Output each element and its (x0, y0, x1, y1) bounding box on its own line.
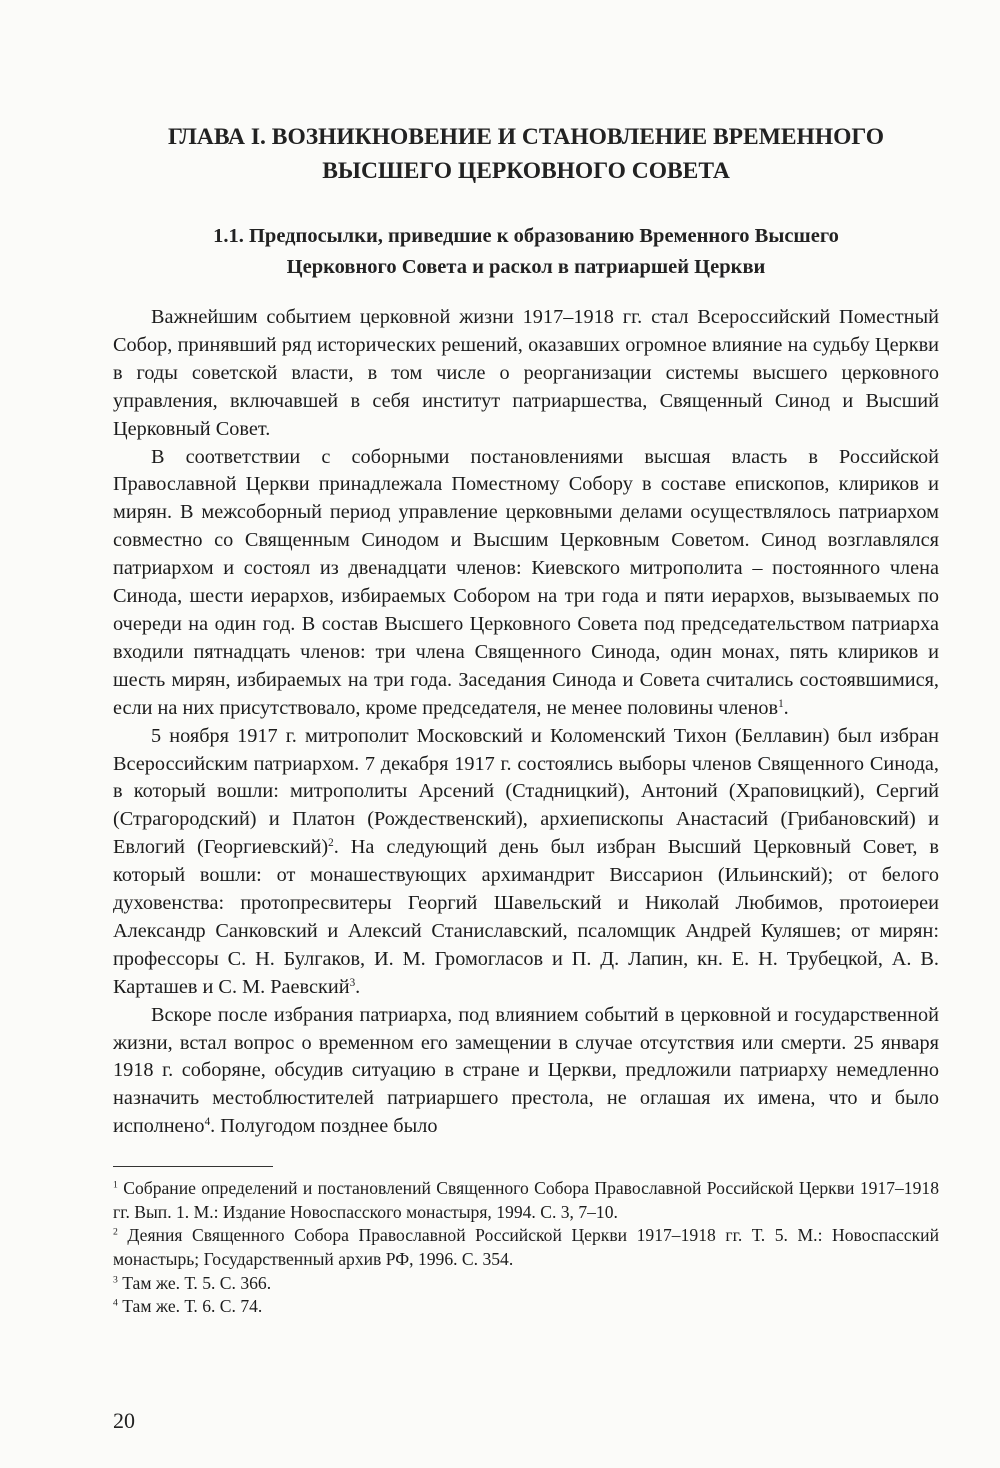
footnote-3 (113, 1272, 939, 1296)
section-title (113, 221, 939, 283)
footnote-divider (113, 1166, 273, 1167)
paragraph-1-text: Важнейшим событием церковной жизни 1917–1918 гг. стал Всероссийский Поместный Собор, принявший ряд исторических решений, оказавших огромное влияние на судьбу Церкви в годы советской власти, в том числе о реорганизации системы высшего церковного управления, включавшей в себя институт патриаршества, Священный Синод и Высший Церковный Совет. (113, 306, 939, 440)
paragraph-4-text: Вскоре после избрания патриарха, под влиянием событий в церковной и государственной жизни, встал вопрос о временном его замещении в случае отсутствия или смерти. 25 января 1918 г. соборяне, обсудив ситуацию в стране и Церкви, предложили патриарху немедленно назначить местоблюстителей патриаршего престола, не оглашая их имена, что и было исполнено (113, 1003, 939, 1138)
footnotes (113, 1177, 939, 1319)
paragraph-3: 5 ноября 1917 г. митрополит Московский и Коломенский Тихон (Беллавин) был избран Всероссийским патриархом. 7 декабря 1917 г. состоялись выборы членов Священного Синода, в который вошли: митрополиты Арсений (Стадницкий), Антоний (Храповицкий), Сергий (Страгородский) и Платон (Рождественский), архиепископы Анастасий (Грибановский) и Евлогий (Георгиевский)$^2$. На следующий день был избран Высший Церковный Совет, в который вошли: от монашествующих архимандрит Виссарион (Ильинский); от белого духовенства: протопресвитеры Георгий Шавельский и Николай Любимов, протоиереи Александр Санковский и Алексий Станиславский, псаломщик Андрей Куляшев; от мирян: профессоры С. Н. Булгаков, И. М. Громогласов и П. Д. Лапин, кн. Е. Н. Трубецкой, А. В. Карташев и С. М. Раевский$^3$. (113, 724, 939, 998)
section-title-line-2: Церковного Совета и раскол в патриаршей Церкви (286, 256, 766, 278)
footnote-4 (113, 1295, 939, 1319)
footnote-2-text: Деяния Священного Собора Православной Российской Церкви 1917–1918 гг. Т. 5. М.: Новоспасский монастырь; Государственный архив РФ, 1996. С. 354. (113, 1225, 939, 1269)
paragraph-1 (113, 304, 939, 444)
paragraph-4 (113, 1002, 939, 1142)
footnote-ref-1: 1 (778, 697, 784, 710)
footnote-number-2: 2 (113, 1227, 118, 1239)
paragraph-2: В соответствии с соборными постановлениями высшая власть в Российской Православной Церкви принадлежала Поместному Собору в составе епископов, клириков и мирян. В межсоборный период управление церковными делами осуществлялось патриархом совместно со Священным Синодом и Высшим Церковным Советом. Синод возглавлялся патриархом и состоял из двенадцати членов: Киевского митрополита – постоянного члена Синода, шести иерархов, избираемых Собором на три года и пяти иерархов, вызываемых по очереди на один год. В состав Высшего Церковного Совета под председательством патриарха входили пятнадцать членов: три члена Священного Синода, один монах, пять клириков и шесть мирян, избираемых на три года. Заседания Синода и Совета считались состоявшимися, если на них присутствовало, кроме председателя, не менее половины членов$^1$. (113, 445, 939, 719)
chapter-title (113, 120, 939, 188)
footnote-1 (113, 1177, 939, 1224)
paragraph-3-text-cont: . На следующий день был избран Высший Церковный Совет, в который вошли: от монашествующих архимандрит Виссарион (Ильинский); от белого духовенства: протопресвитеры Георгий Шавельский и Николай Любимов, протоиереи Александр Санковский и Алексий Станиславский, псаломщик Андрей Куляшев; от мирян: профессоры С. Н. Булгаков, И. М. Громогласов и П. Д. Лапин, кн. Е. Н. Трубецкой, А. В. Карташев и С. М. Раевский (113, 836, 939, 998)
footnote-4-text: Там же. Т. 6. С. 74. (122, 1296, 263, 1317)
footnote-number-1: 1 (113, 1179, 118, 1191)
footnote-number-3: 3 (113, 1274, 118, 1286)
footnote-2 (113, 1224, 939, 1271)
footnote-3-text: Там же. Т. 5. С. 366. (122, 1272, 272, 1293)
paragraph-4-text-cont: . Полугодом позднее было (210, 1115, 438, 1138)
footnote-ref-3: 3 (349, 976, 356, 989)
chapter-title-line-1: ГЛАВА I. ВОЗНИКНОВЕНИЕ И СТАНОВЛЕНИЕ ВРЕМЕННОГО (167, 124, 885, 150)
footnote-ref-2: 2 (328, 836, 334, 849)
body-text (113, 304, 939, 1141)
footnote-1-text: Собрание определений и постановлений Священного Собора Православной Российской Церкви 1917–1918 гг. Вып. 1. М.: Издание Новоспасского монастыря, 1994. С. 3, 7–10. (113, 1178, 939, 1222)
paragraph-2-text: В соответствии с соборными постановлениями высшая власть в Российской Православной Церкви принадлежала Поместному Собору в составе епископов, клириков и мирян. В межсоборный период управление церковными делами осуществлялось патриархом совместно со Священным Синодом и Высшим Церковным Советом. Синод возглавлялся патриархом и состоял из двенадцати членов: Киевского митрополита – постоянного члена Синода, шести иерархов, избираемых Собором на три года и пяти иерархов, вызываемых по очереди на один год. В состав Высшего Церковного Совета под председательством патриарха входили пятнадцать членов: три члена Священного Синода, один монах, пять клириков и шесть мирян, избираемых на три года. Заседания Синода и Совета считались состоявшимися, если на них присутствовало, кроме председателя, не менее половины членов (113, 445, 939, 719)
page-content (113, 120, 939, 1319)
footnote-ref-4: 4 (204, 1116, 211, 1129)
section-title-line-1: 1.1. Предпосылки, приведшие к образованию Временного Высшего (213, 225, 839, 247)
paragraph-3-text: 5 ноября 1917 г. митрополит Московский и Коломенский Тихон (Беллавин) был избран Всероссийским патриархом. 7 декабря 1917 г. состоялись выборы членов Священного Синода, в который вошли: митрополиты Арсений (Стадницкий), Антоний (Храповицкий), Сергий (Страгородский) и Платон (Рождественский), архиепископы Анастасий (Грибановский) и Евлогий (Георгиевский) (113, 724, 939, 859)
footnote-number-4: 4 (113, 1297, 118, 1309)
page-number: 20 (113, 1408, 135, 1433)
chapter-title-line-2: ВЫСШЕГО ЦЕРКОВНОГО СОВЕТА (322, 158, 730, 184)
